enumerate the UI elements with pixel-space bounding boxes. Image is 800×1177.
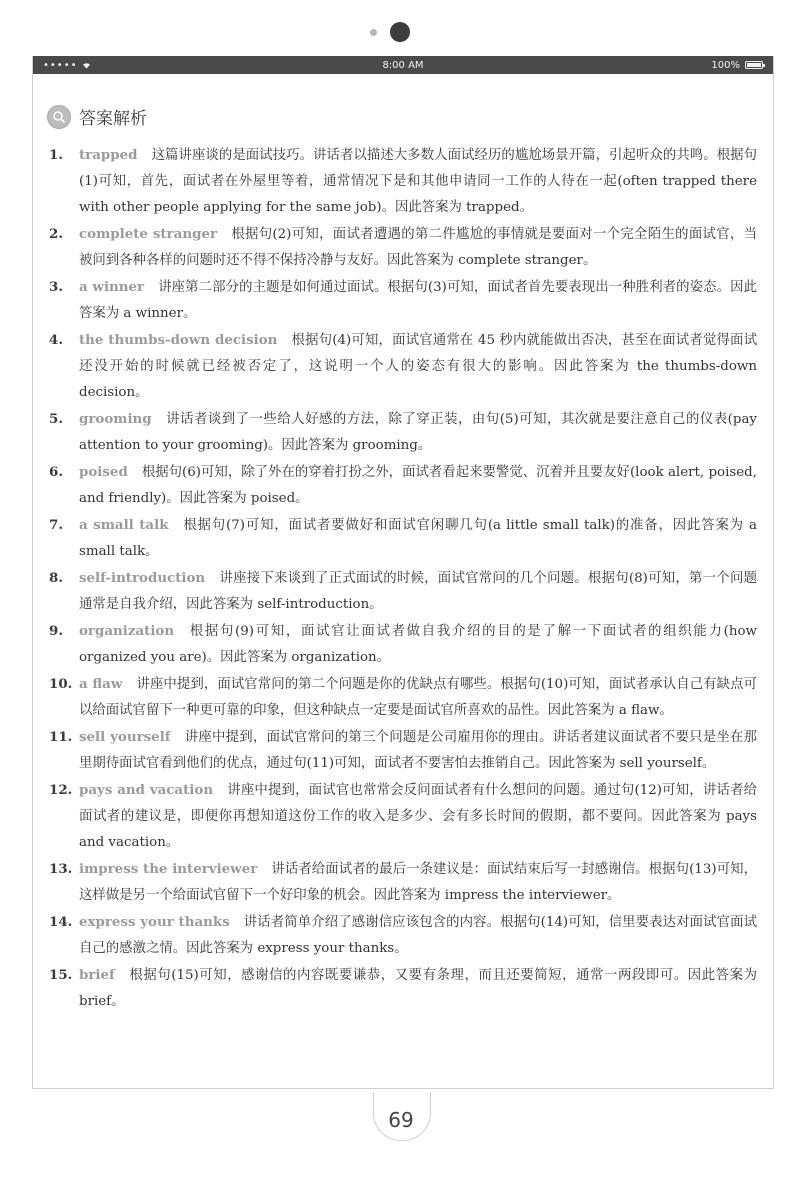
answer-item — [49, 459, 757, 512]
section-header — [47, 104, 147, 129]
answer-number: 7. — [49, 517, 63, 533]
answer-item — [49, 327, 757, 406]
answer-keyword: a small talk — [79, 517, 169, 533]
sensor-dot — [370, 29, 377, 36]
answer-item — [49, 142, 757, 221]
answer-number: 8. — [49, 570, 63, 586]
battery-icon — [745, 61, 763, 69]
answer-number: 1. — [49, 147, 63, 163]
answer-explanation: 讲座中提到，面试官常问的第三个问题是公司雇用你的理由。讲话者建议面试者不要只是坐在那里期待面试官看到他们的优点，通过句(11)可知，面试者不要害怕去推销自己。因此答案为 sell yourself。 — [79, 730, 757, 771]
answer-explanation: 根据句(9)可知，面试官让面试者做自我介绍的目的是了解一下面试者的组织能力(how organized you are)。因此答案为 organization。 — [79, 624, 757, 665]
answer-keyword: complete stranger — [79, 226, 218, 242]
answer-keyword: impress the interviewer — [79, 861, 258, 877]
answer-item — [49, 962, 757, 1015]
answer-item — [49, 221, 757, 274]
answer-number: 3. — [49, 279, 63, 295]
answer-number: 12. — [49, 782, 73, 798]
camera-dot — [390, 22, 410, 42]
page-number: 69 — [388, 1108, 414, 1132]
answer-item — [49, 565, 757, 618]
answer-explanation: 根据句(15)可知，感谢信的内容既要谦恭，又要有条理，而且还要简短，通常一两段即可。因此答案为 brief。 — [79, 968, 757, 1009]
answer-keyword: trapped — [79, 147, 138, 163]
answer-keyword: a flaw — [79, 676, 123, 692]
answer-item — [49, 724, 757, 777]
answer-list — [49, 142, 757, 1015]
answer-number: 5. — [49, 411, 63, 427]
answer-number: 13. — [49, 861, 73, 877]
answer-number: 6. — [49, 464, 63, 480]
answer-number: 4. — [49, 332, 63, 348]
answer-keyword: the thumbs-down decision — [79, 332, 278, 348]
answer-keyword: express your thanks — [79, 914, 230, 930]
status-bar — [33, 56, 773, 74]
answer-item — [49, 406, 757, 459]
signal-icon: ••••• — [43, 59, 78, 71]
answer-keyword: pays and vacation — [79, 782, 214, 798]
answer-explanation: 讲话者简单介绍了感谢信应该包含的内容。根据句(14)可知，信里要表达对面试官面试自己的感激之情。因此答案为 express your thanks。 — [79, 915, 757, 956]
answer-keyword: organization — [79, 623, 175, 639]
answer-explanation: 讲座中提到，面试官常问的第二个问题是你的优缺点有哪些。根据句(10)可知，面试者承认自己有缺点可以给面试官留下一种更可靠的印象，但这种缺点一定要是面试官所喜欢的品性。因此答案为 a flaw。 — [79, 677, 758, 718]
device-frame — [32, 56, 774, 1089]
answer-item — [49, 274, 757, 327]
answer-explanation: 根据句(6)可知，除了外在的穿着打扮之外，面试者看起来要警觉、沉着并且要友好(look alert, poised, and friendly)。因此答案为 poised。 — [79, 465, 757, 506]
answer-explanation: 讲话者谈到了一些给人好感的方法，除了穿正装，由句(5)可知，其次就是要注意自己的仪表(pay attention to your grooming)。因此答案为 grooming。 — [79, 412, 757, 453]
answer-item — [49, 856, 757, 909]
answer-keyword: sell yourself — [79, 729, 171, 745]
answer-explanation: 讲座中提到，面试官也常常会反问面试者有什么想问的问题。通过句(12)可知，讲话者给面试者的建议是，即便你再想知道这份工作的收入是多少、会有多长时间的假期，都不要问。因此答案为 pays and vacation。 — [79, 783, 757, 850]
answer-number: 10. — [49, 676, 73, 692]
answer-item — [49, 671, 757, 724]
battery-percent: 100% — [711, 59, 740, 71]
answer-item — [49, 618, 757, 671]
answer-explanation: 这篇讲座谈的是面试技巧。讲话者以描述大多数人面试经历的尴尬场景开篇，引起听众的共鸣。根据句(1)可知，首先，面试者在外屋里等着，通常情况下是和其他申请同一工作的人待在一起(often trapped there with other people applying for the same job)。因此答案为 trapped。 — [79, 148, 757, 215]
answer-explanation: 讲话者给面试者的最后一条建议是：面试结束后写一封感谢信。根据句(13)可知，这样做是另一个给面试官留下一个好印象的机会。因此答案为 impress the interviewer。 — [79, 862, 757, 903]
answer-explanation: 讲座接下来谈到了正式面试的时候，面试官常问的几个问题。根据句(8)可知，第一个问题通常是自我介绍，因此答案为 self-introduction。 — [79, 571, 757, 612]
answer-number: 15. — [49, 967, 73, 983]
page-number-tab — [373, 1098, 429, 1154]
answer-keyword: grooming — [79, 411, 152, 427]
section-title: 答案解析 — [79, 109, 147, 129]
answer-keyword: self-introduction — [79, 570, 206, 586]
answer-keyword: poised — [79, 464, 128, 480]
status-time: 8:00 AM — [382, 59, 424, 71]
camera-dots — [366, 22, 436, 44]
answer-keyword: brief — [79, 967, 115, 983]
answer-number: 9. — [49, 623, 63, 639]
answer-item — [49, 512, 757, 565]
answer-keyword: a winner — [79, 279, 145, 295]
answer-item — [49, 909, 757, 962]
answer-explanation: 根据句(7)可知，面试者要做好和面试官闲聊几句(a little small talk)的准备，因此答案为 a small talk。 — [79, 518, 757, 559]
answer-number: 11. — [49, 729, 73, 745]
answer-number: 14. — [49, 914, 73, 930]
answer-explanation: 讲座第二部分的主题是如何通过面试。根据句(3)可知，面试者首先要表现出一种胜利者的姿态。因此答案为 a winner。 — [79, 280, 757, 321]
magnifier-icon — [47, 105, 71, 129]
answer-explanation: 根据句(2)可知，面试者遭遇的第二件尴尬的事情就是要面对一个完全陌生的面试官，当被问到各种各样的问题时还不得不保持冷静与友好。因此答案为 complete stranger。 — [79, 227, 758, 268]
answer-number: 2. — [49, 226, 63, 242]
answer-explanation: 根据句(4)可知，面试官通常在 45 秒内就能做出否决，甚至在面试者觉得面试还没开始的时候就已经被否定了，这说明一个人的姿态有很大的影响。因此答案为 the thumbs-down decision。 — [79, 333, 757, 400]
answer-item — [49, 777, 757, 856]
